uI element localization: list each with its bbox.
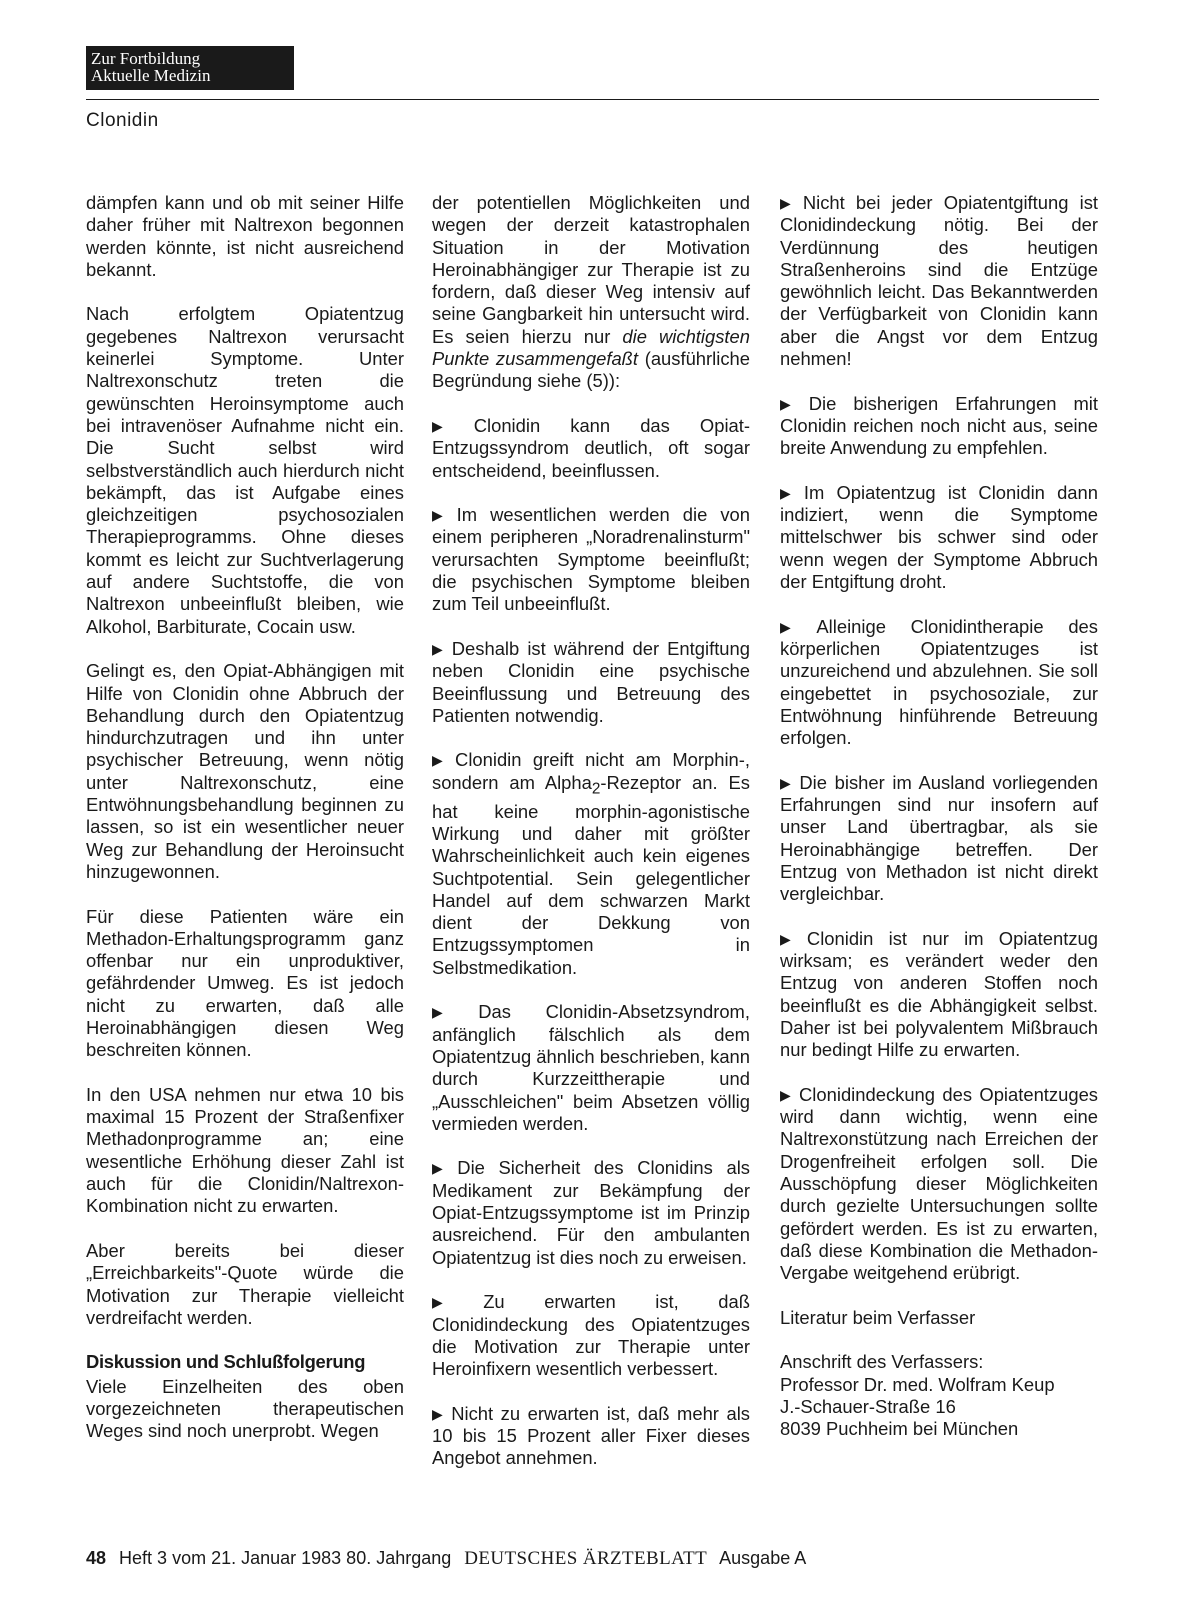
triangle-right-icon: ▶ [432,417,468,434]
author-address [780,1351,1098,1440]
bullet-text: Clonidin kann das Opiat-Entzugssyndrom deutlich, oft sogar entscheidend, beeinflussen. [432,414,750,481]
page-footer [86,1548,806,1570]
subscript: 2 [591,780,601,798]
address-label: Anschrift des Verfassers: [780,1351,984,1373]
page-number: 48 [86,1548,107,1568]
article-topic: Clonidin [86,110,159,131]
bullet-point [780,616,1098,750]
bullet-point [780,192,1098,370]
header-divider [86,99,1099,100]
address-street: J.-Schauer-Straße 16 [780,1396,956,1418]
triangle-right-icon: ▶ [432,752,450,769]
paragraph: Gelingt es, den Opiat-Abhängigen mit Hilfe von Clonidin ohne Abbruch der Behandlung durch den Opiatentzug hindurchzutragen und ihn unter psychischer Betreuung, wenn nötig unter Naltrexonschutz, eine Entwöhnungsbehandlung beginnen zu lassen, so ist ein wesentlicher neuer Weg zur Behandlung der Heroinsucht hinzugewonnen. [86,660,404,882]
bullet-text: Die bisher im Ausland vorliegenden Erfahrungen sind nur insofern auf unser Land übertragbar, als sie Heroinabhängige betreffen. Der Entzug von Methadon ist nicht direkt vergleichbar. [780,771,1098,905]
triangle-right-icon: ▶ [432,640,446,657]
bullet-text: Nicht zu erwarten ist, daß mehr als 10 bis 15 Prozent aller Fixer dieses Angebot annehmen. [432,1402,750,1469]
triangle-right-icon: ▶ [780,395,803,412]
paragraph: Viele Einzelheiten des oben vorgezeichneten therapeutischen Weges sind noch unerprobt. Wegen [86,1375,404,1442]
bullet-text: Im wesentlichen werden die von einem peripheren „Noradrenalinsturm" verursachten Symptome beeinflußt; die psychischen Symptome bleiben zum Teil unbeeinflußt. [432,504,750,615]
bullet-text: Deshalb ist während der Entgiftung neben Clonidin eine psychische Beeinflussung und Betreuung des Patienten notwendig. [432,637,750,726]
section-label [86,46,294,90]
emphasis-text: die wichtigsten Punkte zusammengefaßt [432,325,750,370]
paragraph: dämpfen kann und ob mit seiner Hilfe daher früher mit Naltrexon begonnen werden könnte, ist nicht ausreichend bekannt. [86,192,404,280]
triangle-right-icon: ▶ [780,618,811,635]
bullet-text: Die Sicherheit des Clonidins als Medikament zur Bekämpfung der Opiat-Entzugssymptome ist im Prinzip ausreichend. Für den ambulanten Opiatentzug ist dies noch zu erweisen. [432,1157,750,1268]
paragraph: Aber bereits bei dieser „Erreichbarkeits"-Quote würde die Motivation zur Therapie vielleicht verdreifacht werden. [86,1239,404,1328]
bullet-point [432,638,750,727]
bullet-text: Clonidin ist nur im Opiatentzug wirksam; es verändert weder den Entzug von anderen Stoffen noch beeinflußt es die Abhängigkeit selbst. Daher ist bei polyvalentem Mißbrauch nur bedingt Hilfe zu erwarten. [780,927,1098,1061]
triangle-right-icon: ▶ [780,930,801,947]
bullet-text: Clonidindeckung des Opiatentzuges wird dann wichtig, wenn eine Naltrexonstützung nach Erreichen der Drogenfreiheit erfolgen soll. Die Ausschöpfung dieser Möglichkeiten durch gezielte Untersuchungen sollte gefördert werden. Es ist zu erwarten, daß diese Kombination die Methadon-Vergabe weitgehend erübrigt. [780,1083,1098,1284]
section-heading: Diskussion und Schlußfolgerung [86,1351,366,1373]
triangle-right-icon: ▶ [780,1086,794,1103]
triangle-right-icon: ▶ [432,507,451,524]
bullet-text: Alleinige Clonidintherapie des körperlichen Opiatentzuges ist unzureichend und abzulehnen. Sie soll eingebettet in psychosoziale, zur Entwöhnung hinführende Betreuung erfolgen. [780,615,1098,749]
bullet-point [432,1403,750,1470]
edition-label: Ausgabe A [719,1548,807,1568]
column-3 [780,192,1098,1441]
bullet-text: Clonidin greift nicht am Morphin-, sondern am Alpha [432,749,750,793]
column-2 [432,192,750,1492]
bullet-text: -Rezeptor an. Es hat keine morphin-agonistische Wirkung und daher mit größter Wahrscheinlichkeit auch kein eigenes Suchtpotential. Sein gelegentlicher Handel auf dem schwarzen Markt dient der Dekkung von Entzugssymptomen in Selbstmedikation. [432,771,750,978]
bullet-point [432,1157,750,1268]
text-run: der potentiellen Möglichkeiten und wegen der derzeit katastrophalen Situation in der Motivation Heroinabhängiger zur Therapie ist zu fordern, daß dieser Weg intensiv auf seine Gangbarkeit hin untersucht wird. Es seien hierzu nur [432,192,750,347]
paragraph [432,192,750,393]
bullet-text: Nicht bei jeder Opiatentgiftung ist Clonidindeckung nötig. Bei der Verdünnung des heutigen Straßenheroins sind die Entzüge gewöhnlich leicht. Das Bekanntwerden der Verfügbarkeit von Clonidin kann aber die Angst vor dem Entzug nehmen! [780,192,1098,370]
bullet-point [780,482,1098,593]
address-city: 8039 Puchheim bei München [780,1418,1019,1440]
bullet-point [780,393,1098,460]
triangle-right-icon: ▶ [432,1405,446,1422]
bullet-point [780,772,1098,906]
magazine-title: DEUTSCHES ÄRZTEBLATT [464,1548,708,1569]
triangle-right-icon: ▶ [780,774,794,791]
paragraph: Nach erfolgtem Opiatentzug gegebenes Naltrexon verursacht keinerlei Symptome. Unter Naltrexonschutz treten die gewünschten Heroinsymptome auch bei intravenöser Aufnahme nicht ein. Die Sucht selbst wird selbstverständlich auch hierdurch nicht bekämpft, das ist Aufgabe eines gleichzeitigen psychosozialen Therapieprogramms. Ohne dieses kommt es leicht zur Suchtverlagerung auf andere Suchtstoffe, die von Naltrexon unbeeinflußt bleiben, wie Alkohol, Barbiturate, Cocain usw. [86,303,404,637]
issue-info: Heft 3 vom 21. Januar 1983 80. Jahrgang [119,1548,452,1568]
bullet-text: Das Clonidin-Absetzsyndrom, anfänglich fälschlich als dem Opiatentzug ähnlich beschrieben, kann durch Kurzzeittherapie und „Ausschleichen" beim Absetzen völlig vermieden werden. [432,1001,750,1134]
bullet-text: Die bisherigen Erfahrungen mit Clonidin reichen noch nicht aus, seine breite Anwendung zu empfehlen. [780,392,1098,459]
paragraph: Für diese Patienten wäre ein Methadon-Erhaltungsprogramm ganz offenbar nur ein unproduktiver, gefährdender Umweg. Es ist jedoch nicht zu erwarten, daß alle Heroinabhängigen diesen Weg beschreiten können. [86,905,404,1061]
triangle-right-icon: ▶ [780,195,797,211]
author-name: Professor Dr. med. Wolfram Keup [780,1373,1055,1395]
bullet-point [780,1084,1098,1285]
paragraph: In den USA nehmen nur etwa 10 bis maximal 15 Prozent der Straßenfixer Methadonprogramme an; eine wesentliche Erhöhung dieser Zahl ist auch für die Clonidin/Naltrexon-Kombination nicht zu erwarten. [86,1083,404,1217]
bullet-point [432,749,750,979]
triangle-right-icon: ▶ [432,1160,452,1177]
literature-note: Literatur beim Verfasser [780,1306,976,1328]
bullet-text: Im Opiatentzug ist Clonidin dann indiziert, wenn die Symptome mittelschwer bis schwer sind oder wenn wegen der Symptome Abbruch der Entgiftung droht. [780,481,1098,593]
bullet-point [432,504,750,615]
section-label-line1: Zur Fortbildung [91,49,201,68]
triangle-right-icon: ▶ [432,1294,478,1311]
triangle-right-icon: ▶ [780,484,798,501]
triangle-right-icon: ▶ [432,1004,473,1021]
bullet-text: Zu erwarten ist, daß Clonidindeckung des Opiatentzuges die Motivation zur Therapie unter Heroinfixern wesentlich verbessert. [432,1291,750,1380]
section-label-line2: Aktuelle Medizin [91,66,211,85]
bullet-point [432,1001,750,1135]
column-1 [86,192,404,1465]
text-run: (ausführliche Begründung siehe (5)): [432,348,750,392]
bullet-point [432,415,750,482]
bullet-point [432,1291,750,1380]
bullet-point [780,928,1098,1062]
